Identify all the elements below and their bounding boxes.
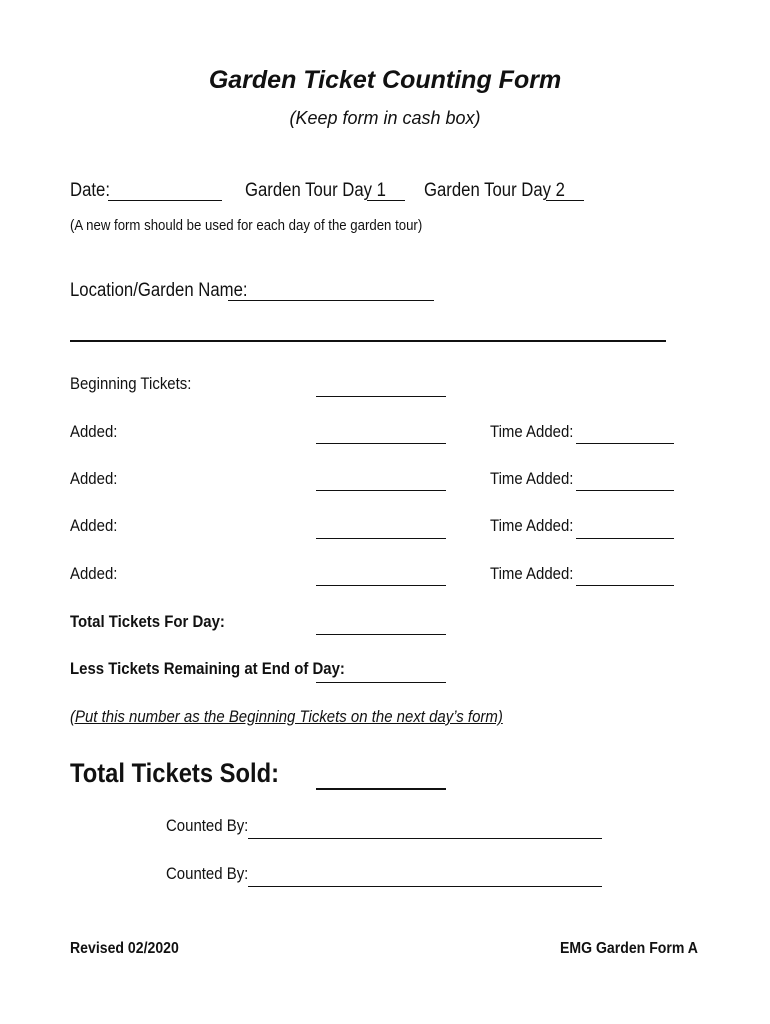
location-field-continued[interactable] bbox=[70, 340, 666, 342]
time-added-field-4[interactable] bbox=[576, 585, 674, 586]
counted-by-label-2: Counted By: bbox=[166, 864, 249, 883]
form-id: EMG Garden Form A bbox=[560, 940, 698, 957]
counted-by-field-1[interactable] bbox=[248, 838, 602, 839]
less-remaining-label: Less Tickets Remaining at End of Day: bbox=[70, 659, 345, 678]
time-added-field-3[interactable] bbox=[576, 538, 674, 539]
less-remaining-field[interactable] bbox=[316, 682, 446, 683]
total-sold-field[interactable] bbox=[316, 788, 446, 790]
total-sold-label: Total Tickets Sold: bbox=[70, 758, 280, 788]
added-label-1: Added: bbox=[70, 422, 118, 441]
beginning-tickets-label: Beginning Tickets: bbox=[70, 374, 192, 393]
total-day-label: Total Tickets For Day: bbox=[70, 612, 225, 631]
added-field-4[interactable] bbox=[316, 585, 446, 586]
beginning-tickets-field[interactable] bbox=[316, 396, 446, 397]
added-field-2[interactable] bbox=[316, 490, 446, 491]
added-label-2: Added: bbox=[70, 469, 118, 488]
day-note: (A new form should be used for each day of the garden tour) bbox=[70, 217, 423, 234]
form-subtitle: (Keep form in cash box) bbox=[289, 108, 481, 128]
form-title: Garden Ticket Counting Form bbox=[208, 66, 562, 94]
total-day-field[interactable] bbox=[316, 634, 446, 635]
counted-by-label-1: Counted By: bbox=[166, 816, 249, 835]
time-added-field-1[interactable] bbox=[576, 443, 674, 444]
added-field-3[interactable] bbox=[316, 538, 446, 539]
date-field[interactable] bbox=[108, 200, 222, 201]
time-added-field-2[interactable] bbox=[576, 490, 674, 491]
day1-field[interactable] bbox=[367, 200, 405, 201]
day1-label: Garden Tour Day 1 bbox=[245, 180, 386, 201]
time-added-label-4: Time Added: bbox=[490, 564, 574, 583]
time-added-label-3: Time Added: bbox=[490, 516, 574, 535]
added-field-1[interactable] bbox=[316, 443, 446, 444]
added-label-3: Added: bbox=[70, 516, 118, 535]
added-label-4: Added: bbox=[70, 564, 118, 583]
date-label: Date: bbox=[70, 180, 110, 201]
next-day-note: (Put this number as the Beginning Tickets on the next day’s form) bbox=[70, 707, 503, 726]
day2-field[interactable] bbox=[546, 200, 584, 201]
revised-date: Revised 02/2020 bbox=[70, 940, 179, 957]
time-added-label-2: Time Added: bbox=[490, 469, 574, 488]
time-added-label-1: Time Added: bbox=[490, 422, 574, 441]
day2-label: Garden Tour Day 2 bbox=[424, 180, 565, 201]
location-label: Location/Garden Name: bbox=[70, 280, 248, 301]
location-field[interactable] bbox=[228, 300, 434, 301]
counted-by-field-2[interactable] bbox=[248, 886, 602, 887]
